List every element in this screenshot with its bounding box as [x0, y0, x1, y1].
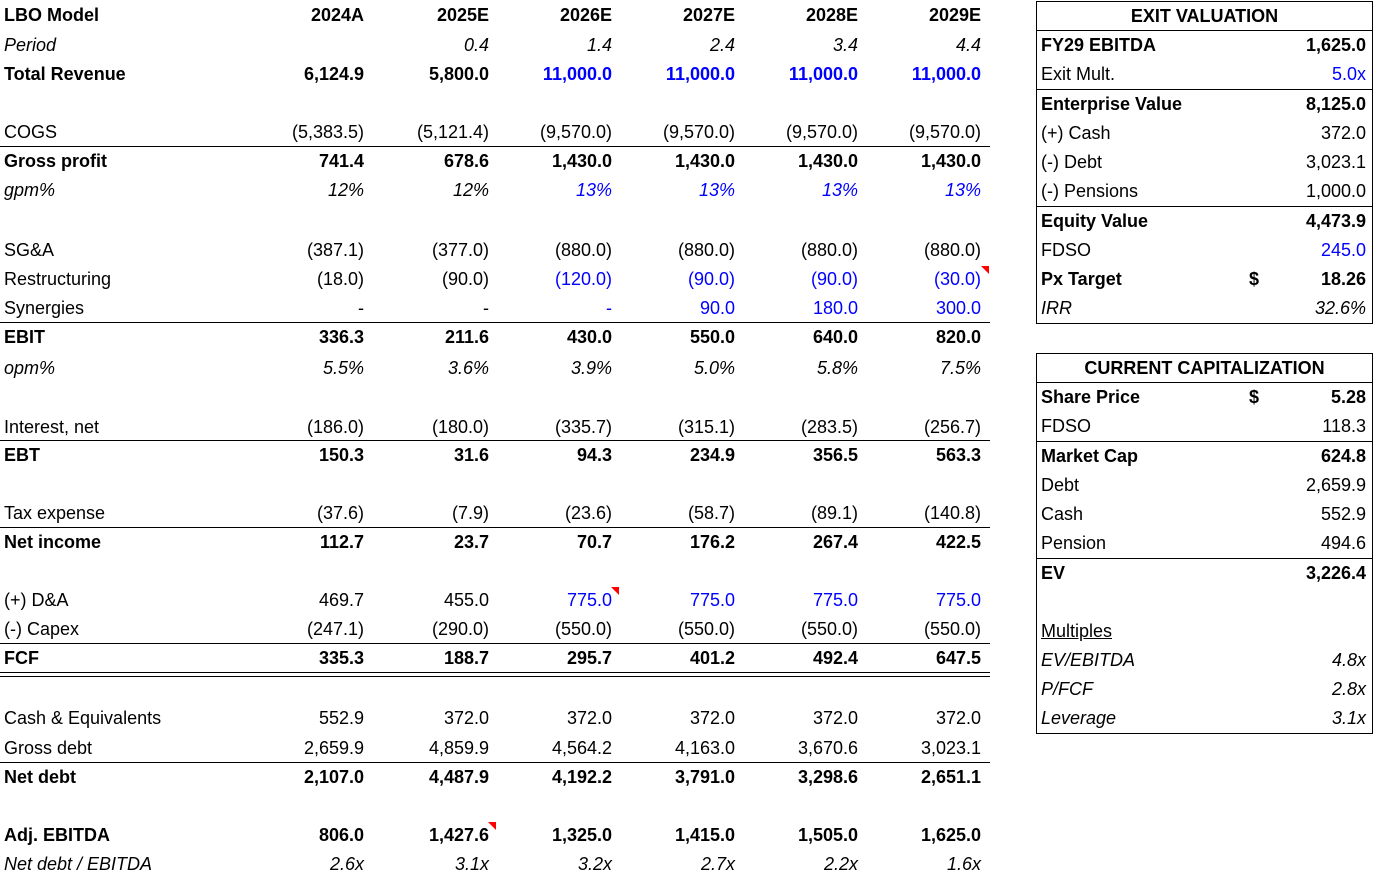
- cell-value[interactable]: 11,000.0: [665, 64, 735, 84]
- cell-value[interactable]: (90.0): [687, 269, 735, 289]
- row-label[interactable]: Net income: [4, 532, 102, 552]
- current-capitalization-panel: [1036, 353, 1373, 734]
- row-label[interactable]: EBT: [4, 445, 40, 465]
- cell-value[interactable]: 295.7: [566, 648, 612, 668]
- exit-row: [1037, 89, 1372, 119]
- comment-flag-icon[interactable]: [611, 587, 619, 595]
- row-label[interactable]: COGS: [4, 122, 58, 142]
- cap-row: [1037, 588, 1372, 617]
- cell-value[interactable]: (9,570.0): [785, 122, 858, 142]
- cell-value[interactable]: 94.3: [576, 445, 612, 465]
- cell-value[interactable]: -: [606, 298, 612, 318]
- cap-label[interactable]: Cash: [1041, 504, 1084, 524]
- cell-value[interactable]: 1,430.0: [551, 151, 612, 171]
- cell-value[interactable]: 4,859.9: [428, 738, 489, 758]
- cell-value[interactable]: 492.4: [812, 648, 858, 668]
- cell-value[interactable]: (377.0): [431, 240, 489, 260]
- exit-value[interactable]: 8,125.0: [1305, 94, 1366, 114]
- currency-symbol: $: [1249, 387, 1260, 407]
- year-header[interactable]: 2025E: [436, 5, 489, 25]
- row-synergies: [0, 294, 990, 323]
- cell-value[interactable]: 112.7: [319, 532, 364, 552]
- cell-value[interactable]: 775.0: [689, 590, 735, 610]
- cell-value[interactable]: 3,298.6: [797, 767, 858, 787]
- cap-row: [1037, 471, 1372, 500]
- row-restructuring: [0, 265, 990, 294]
- cell-value[interactable]: (120.0): [554, 269, 612, 289]
- exit-row: [1037, 265, 1372, 294]
- cell-value[interactable]: 775.0: [566, 590, 612, 610]
- cell-value[interactable]: 0.4: [463, 35, 489, 55]
- cell-value[interactable]: 372.0: [812, 708, 858, 728]
- row-gpm: [0, 176, 990, 205]
- cap-value[interactable]: 118.3: [1322, 416, 1366, 436]
- row-label[interactable]: FCF: [4, 648, 39, 668]
- cell-value[interactable]: 1,325.0: [551, 825, 612, 845]
- row-capex: [0, 615, 990, 644]
- exit-value[interactable]: 32.6%: [1314, 298, 1366, 318]
- cell-value[interactable]: (18.0): [316, 269, 364, 289]
- cell-value[interactable]: (186.0): [306, 417, 364, 437]
- cell-value[interactable]: 775.0: [812, 590, 858, 610]
- cell-value[interactable]: (550.0): [800, 619, 858, 639]
- cell-value[interactable]: 2.7x: [700, 854, 735, 874]
- cell-value[interactable]: 6,124.9: [303, 64, 364, 84]
- cap-label[interactable]: Share Price: [1041, 387, 1141, 407]
- cell-value[interactable]: 820.0: [935, 327, 981, 347]
- cell-value[interactable]: 4,192.2: [551, 767, 612, 787]
- row-gross-profit: [0, 146, 990, 176]
- cell-value[interactable]: (89.1): [810, 503, 858, 523]
- row-label[interactable]: Synergies: [4, 298, 85, 318]
- row-label[interactable]: Tax expense: [4, 503, 106, 523]
- exit-row: [1037, 236, 1372, 265]
- cell-value[interactable]: 4.4: [955, 35, 981, 55]
- cell-value[interactable]: 2.4: [709, 35, 735, 55]
- row-net-income: [0, 527, 990, 557]
- cell-value[interactable]: 12%: [327, 180, 364, 200]
- cell-value[interactable]: (30.0): [933, 269, 981, 289]
- row-net-debt: [0, 762, 990, 792]
- cell-value[interactable]: (90.0): [810, 269, 858, 289]
- row-fcf: [0, 643, 990, 673]
- cap-row: [1037, 617, 1372, 646]
- cell-value[interactable]: (880.0): [800, 240, 858, 260]
- exit-value[interactable]: 5.0x: [1331, 64, 1366, 84]
- row-label[interactable]: Interest, net: [4, 417, 100, 437]
- cell-value[interactable]: 3,023.1: [920, 738, 981, 758]
- cell-value[interactable]: 70.7: [576, 532, 612, 552]
- comment-flag-icon[interactable]: [981, 266, 989, 274]
- cell-value[interactable]: 1,505.0: [797, 825, 858, 845]
- cell-value[interactable]: 422.5: [935, 532, 981, 552]
- cap-label[interactable]: Leverage: [1041, 708, 1117, 728]
- cell-value[interactable]: 13%: [575, 180, 612, 200]
- exit-value[interactable]: 4,473.9: [1305, 211, 1366, 231]
- row-da: [0, 586, 990, 615]
- cell-value[interactable]: (290.0): [431, 619, 489, 639]
- exit-valuation-panel: [1036, 1, 1373, 324]
- cell-value[interactable]: (256.7): [923, 417, 981, 437]
- cell-value[interactable]: 2,107.0: [303, 767, 364, 787]
- cap-value[interactable]: 5.28: [1330, 387, 1366, 407]
- cell-value[interactable]: (9,570.0): [539, 122, 612, 142]
- cap-label[interactable]: FDSO: [1041, 416, 1092, 436]
- exit-label[interactable]: Equity Value: [1041, 211, 1149, 231]
- exit-row: [1037, 31, 1372, 60]
- double-underline: [0, 672, 990, 677]
- cell-value[interactable]: 678.6: [443, 151, 489, 171]
- row-opm: [0, 354, 990, 383]
- cell-value[interactable]: 12%: [452, 180, 489, 200]
- row-label[interactable]: Gross debt: [4, 738, 93, 758]
- cell-value[interactable]: 11,000.0: [911, 64, 981, 84]
- cell-value[interactable]: 2.2x: [823, 854, 858, 874]
- cell-value[interactable]: 550.0: [689, 327, 735, 347]
- row-label[interactable]: Net debt / EBITDA: [4, 854, 153, 874]
- cell-value[interactable]: 300.0: [935, 298, 981, 318]
- cell-value[interactable]: 401.2: [689, 648, 735, 668]
- exit-valuation-title: EXIT VALUATION: [1037, 2, 1372, 31]
- cap-rows: [1037, 383, 1372, 733]
- cell-value[interactable]: 356.5: [812, 445, 858, 465]
- model-title[interactable]: LBO Model: [4, 5, 99, 25]
- row-ebt: [0, 440, 990, 470]
- cap-label[interactable]: Debt: [1041, 475, 1080, 495]
- row-cash: [0, 704, 990, 733]
- cell-value[interactable]: 3.6%: [447, 358, 489, 378]
- cell-value[interactable]: 1,430.0: [797, 151, 858, 171]
- cap-row: [1037, 383, 1372, 412]
- cell-value[interactable]: 13%: [944, 180, 981, 200]
- cell-value[interactable]: 775.0: [935, 590, 981, 610]
- exit-value[interactable]: 245.0: [1320, 240, 1366, 260]
- row-leverage: [0, 850, 990, 879]
- cell-value[interactable]: (550.0): [554, 619, 612, 639]
- cell-value[interactable]: (180.0): [431, 417, 489, 437]
- cell-value[interactable]: 372.0: [443, 708, 489, 728]
- cell-value[interactable]: 336.3: [318, 327, 364, 347]
- cell-value[interactable]: 4,163.0: [674, 738, 735, 758]
- exit-row: [1037, 60, 1372, 89]
- exit-value[interactable]: 1,000.0: [1305, 181, 1366, 201]
- cell-value[interactable]: (335.7): [554, 417, 612, 437]
- exit-rows: [1037, 31, 1372, 323]
- exit-value[interactable]: 1,625.0: [1305, 35, 1366, 55]
- exit-label[interactable]: Exit Mult.: [1041, 64, 1116, 84]
- cell-value[interactable]: 552.9: [318, 708, 364, 728]
- cell-value[interactable]: 3.9%: [570, 358, 612, 378]
- cell-value[interactable]: (140.8): [923, 503, 981, 523]
- cell-value[interactable]: (387.1): [306, 240, 364, 260]
- cell-value[interactable]: 4,487.9: [428, 767, 489, 787]
- cell-value[interactable]: -: [358, 298, 364, 318]
- cap-row: [1037, 529, 1372, 558]
- row-label[interactable]: Adj. EBITDA: [4, 825, 110, 845]
- cap-value[interactable]: 4.8x: [1331, 650, 1366, 670]
- row-label[interactable]: Net debt: [4, 767, 76, 787]
- year-header[interactable]: 2028E: [805, 5, 858, 25]
- cell-value[interactable]: 372.0: [935, 708, 981, 728]
- cell-value[interactable]: (880.0): [923, 240, 981, 260]
- cell-value[interactable]: 176.2: [689, 532, 735, 552]
- cell-value[interactable]: 5.8%: [816, 358, 858, 378]
- exit-row: [1037, 177, 1372, 206]
- cell-value[interactable]: 3,791.0: [674, 767, 735, 787]
- cap-row: [1037, 441, 1372, 471]
- header-row: [0, 1, 990, 30]
- cell-value[interactable]: 188.7: [443, 648, 489, 668]
- row-label[interactable]: Cash & Equivalents: [4, 708, 162, 728]
- cap-label[interactable]: Market Cap: [1041, 446, 1139, 466]
- cell-value[interactable]: 806.0: [318, 825, 364, 845]
- cell-value[interactable]: 1,415.0: [674, 825, 735, 845]
- cell-value[interactable]: 11,000.0: [542, 64, 612, 84]
- cell-value[interactable]: (7.9): [451, 503, 489, 523]
- cell-value[interactable]: 5,800.0: [428, 64, 489, 84]
- cell-value[interactable]: 2,659.9: [303, 738, 364, 758]
- exit-label[interactable]: IRR: [1041, 298, 1072, 318]
- exit-value[interactable]: 3,023.1: [1305, 152, 1366, 172]
- currency-symbol: $: [1249, 269, 1260, 289]
- cell-value[interactable]: (9,570.0): [908, 122, 981, 142]
- row-label[interactable]: Restructuring: [4, 269, 112, 289]
- cap-row: [1037, 500, 1372, 529]
- row-period: [0, 31, 990, 60]
- exit-row: [1037, 148, 1372, 177]
- cell-value[interactable]: (23.6): [564, 503, 612, 523]
- cell-value[interactable]: 13%: [821, 180, 858, 200]
- cell-value[interactable]: 455.0: [443, 590, 489, 610]
- row-gross-debt: [0, 734, 990, 763]
- exit-row: [1037, 119, 1372, 148]
- cell-value[interactable]: 4,564.2: [551, 738, 612, 758]
- cell-value[interactable]: (58.7): [687, 503, 735, 523]
- cap-label[interactable]: Multiples: [1041, 621, 1113, 641]
- exit-row: [1037, 206, 1372, 236]
- year-header[interactable]: 2027E: [682, 5, 735, 25]
- row-label[interactable]: Gross profit: [4, 151, 108, 171]
- cell-value[interactable]: 7.5%: [939, 358, 981, 378]
- cap-label[interactable]: Pension: [1041, 533, 1107, 553]
- cap-row: [1037, 412, 1372, 441]
- cell-value[interactable]: 430.0: [566, 327, 612, 347]
- cell-value[interactable]: (315.1): [677, 417, 735, 437]
- cell-value[interactable]: 5.5%: [322, 358, 364, 378]
- cell-value[interactable]: 1.6x: [946, 854, 981, 874]
- cap-label[interactable]: EV: [1041, 563, 1066, 583]
- row-label[interactable]: (-) Capex: [4, 619, 80, 639]
- cell-value[interactable]: 23.7: [453, 532, 489, 552]
- exit-value[interactable]: 372.0: [1320, 123, 1366, 143]
- current-capitalization-title: CURRENT CAPITALIZATION: [1037, 354, 1372, 383]
- cell-value[interactable]: (880.0): [554, 240, 612, 260]
- row-label[interactable]: opm%: [4, 358, 56, 378]
- exit-label[interactable]: Enterprise Value: [1041, 94, 1183, 114]
- cell-value[interactable]: 1,625.0: [920, 825, 981, 845]
- cell-value[interactable]: 5.0%: [693, 358, 735, 378]
- cell-value[interactable]: 150.3: [318, 445, 364, 465]
- year-header[interactable]: 2029E: [928, 5, 981, 25]
- cell-value[interactable]: 31.6: [453, 445, 489, 465]
- cell-value[interactable]: (37.6): [316, 503, 364, 523]
- cell-value[interactable]: 372.0: [689, 708, 735, 728]
- cap-row: [1037, 704, 1372, 733]
- cell-value[interactable]: (90.0): [441, 269, 489, 289]
- cell-value[interactable]: 11,000.0: [788, 64, 858, 84]
- cell-value[interactable]: -: [483, 298, 489, 318]
- exit-value[interactable]: 18.26: [1320, 269, 1366, 289]
- cap-row: [1037, 646, 1372, 675]
- cell-value[interactable]: 2.6x: [329, 854, 364, 874]
- cap-value[interactable]: 552.9: [1320, 504, 1366, 524]
- cap-value[interactable]: 3.1x: [1331, 708, 1366, 728]
- row-label[interactable]: Total Revenue: [4, 64, 126, 84]
- year-header[interactable]: 2024A: [310, 5, 364, 25]
- year-header[interactable]: 2026E: [559, 5, 612, 25]
- exit-label[interactable]: (-) Pensions: [1041, 181, 1139, 201]
- cell-value[interactable]: 180.0: [812, 298, 858, 318]
- cap-value[interactable]: 624.8: [1320, 446, 1366, 466]
- cell-value[interactable]: 1.4: [586, 35, 612, 55]
- cell-value[interactable]: 469.7: [318, 590, 364, 610]
- cell-value[interactable]: 13%: [698, 180, 735, 200]
- cell-value[interactable]: 741.4: [318, 151, 364, 171]
- cap-row: [1037, 675, 1372, 704]
- cell-value[interactable]: 647.5: [935, 648, 981, 668]
- exit-label[interactable]: FY29 EBITDA: [1041, 35, 1157, 55]
- row-label[interactable]: SG&A: [4, 240, 55, 260]
- row-sga: [0, 236, 990, 265]
- cap-label[interactable]: EV/EBITDA: [1041, 650, 1136, 670]
- cell-value[interactable]: 2,651.1: [920, 767, 981, 787]
- comment-flag-icon[interactable]: [488, 822, 496, 830]
- cell-value[interactable]: 3.4: [832, 35, 858, 55]
- cell-value[interactable]: 1,427.6: [428, 825, 489, 845]
- cell-value[interactable]: (247.1): [306, 619, 364, 639]
- cell-value[interactable]: 372.0: [566, 708, 612, 728]
- cell-value[interactable]: (5,383.5): [291, 122, 364, 142]
- row-label[interactable]: EBIT: [4, 327, 46, 347]
- cell-value[interactable]: (550.0): [923, 619, 981, 639]
- row-label[interactable]: (+) D&A: [4, 590, 69, 610]
- row-tax: [0, 499, 990, 528]
- cell-value[interactable]: 234.9: [689, 445, 735, 465]
- cell-value[interactable]: 211.6: [444, 327, 489, 347]
- cell-value[interactable]: 267.4: [812, 532, 858, 552]
- cell-value[interactable]: 3,670.6: [797, 738, 858, 758]
- cell-value[interactable]: 640.0: [812, 327, 858, 347]
- cap-value[interactable]: 2,659.9: [1305, 475, 1366, 495]
- cell-value[interactable]: 90.0: [699, 298, 735, 318]
- cap-value[interactable]: 2.8x: [1331, 679, 1366, 699]
- row-interest: [0, 413, 990, 442]
- exit-label[interactable]: (-) Debt: [1041, 152, 1103, 172]
- cell-value[interactable]: (550.0): [677, 619, 735, 639]
- exit-label[interactable]: (+) Cash: [1041, 123, 1111, 143]
- cell-value[interactable]: (880.0): [677, 240, 735, 260]
- row-cogs: [0, 118, 990, 147]
- cap-value[interactable]: 494.6: [1320, 533, 1366, 553]
- cell-value[interactable]: 1,430.0: [674, 151, 735, 171]
- cell-value[interactable]: 3.2x: [577, 854, 612, 874]
- row-label[interactable]: Period: [4, 35, 57, 55]
- row-revenue: [0, 60, 990, 89]
- cell-value[interactable]: 1,430.0: [920, 151, 981, 171]
- cell-value[interactable]: 3.1x: [454, 854, 489, 874]
- row-ebit: [0, 322, 990, 352]
- cap-row: [1037, 558, 1372, 588]
- cell-value[interactable]: (283.5): [800, 417, 858, 437]
- cell-value[interactable]: (9,570.0): [662, 122, 735, 142]
- cap-value[interactable]: 3,226.4: [1305, 563, 1366, 583]
- exit-row: [1037, 294, 1372, 323]
- cell-value[interactable]: 563.3: [935, 445, 981, 465]
- cell-value[interactable]: 335.3: [318, 648, 364, 668]
- exit-label[interactable]: FDSO: [1041, 240, 1092, 260]
- exit-label[interactable]: Px Target: [1041, 269, 1122, 289]
- row-label[interactable]: gpm%: [4, 180, 56, 200]
- cap-label[interactable]: P/FCF: [1041, 679, 1093, 699]
- cell-value[interactable]: (5,121.4): [416, 122, 489, 142]
